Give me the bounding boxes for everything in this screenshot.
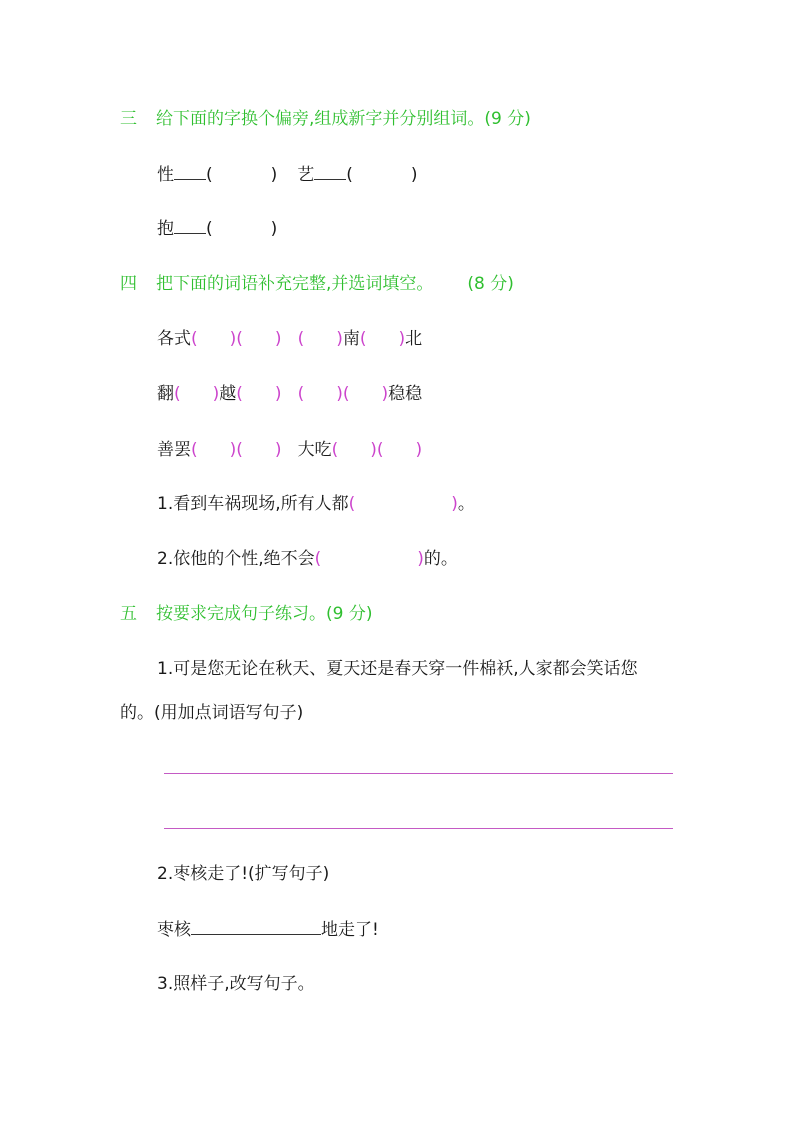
- sec5-q1-line1: 1.可是您无论在秋天、夏天还是春天穿一件棉袄,人家都会笑话您: [157, 659, 638, 679]
- sec5-q2-answer: 枣核 地走了!: [157, 916, 379, 942]
- answer-line[interactable]: [164, 828, 673, 829]
- section-number: 四: [120, 274, 137, 294]
- sec4-sentence-1: 1.看到车祸现场,所有人都( )。: [157, 494, 475, 514]
- section-5-heading: [120, 601, 372, 627]
- fill-blank[interactable]: [314, 161, 346, 180]
- section-4-heading: [120, 271, 514, 297]
- sec4-word-row-3: 善罢( )( ) 大吃( )( ): [157, 440, 423, 460]
- section-number: 三: [120, 109, 137, 129]
- section-title: 按要求完成句子练习。: [156, 604, 326, 624]
- sec3-row-1: 性 ( ) 艺 ( ): [157, 161, 418, 187]
- sec5-q1-line2: 的。(用加点词语写句子): [120, 703, 304, 723]
- fill-blank[interactable]: [174, 161, 206, 180]
- sec4-word-row-1: 各式( )( ) ( )南( )北: [157, 329, 423, 349]
- sec5-q2: 2.枣核走了!(扩写句子): [157, 864, 330, 884]
- sec4-sentence-2: 2.依他的个性,绝不会( )的。: [157, 549, 458, 569]
- sec3-row-2: 抱 ( ): [157, 215, 277, 241]
- char: 抱: [157, 219, 174, 239]
- section-3-heading: [120, 106, 531, 132]
- section-score: (8 分): [467, 274, 514, 294]
- answer-line[interactable]: [164, 773, 673, 774]
- sec4-word-row-2: 翻( )越( ) ( )( )稳稳: [157, 384, 423, 404]
- section-score: (9 分): [484, 109, 531, 129]
- sec5-q3: 3.照样子,改写句子。: [157, 974, 315, 994]
- section-number: 五: [120, 604, 137, 624]
- section-title: 给下面的字换个偏旁,组成新字并分别组词。: [156, 109, 485, 129]
- char: 艺: [297, 165, 315, 185]
- char: 性: [157, 165, 174, 185]
- section-title: 把下面的词语补充完整,并选词填空。: [156, 274, 434, 294]
- fill-blank[interactable]: [191, 916, 321, 935]
- fill-blank[interactable]: [174, 215, 206, 234]
- section-score: (9 分): [326, 604, 373, 624]
